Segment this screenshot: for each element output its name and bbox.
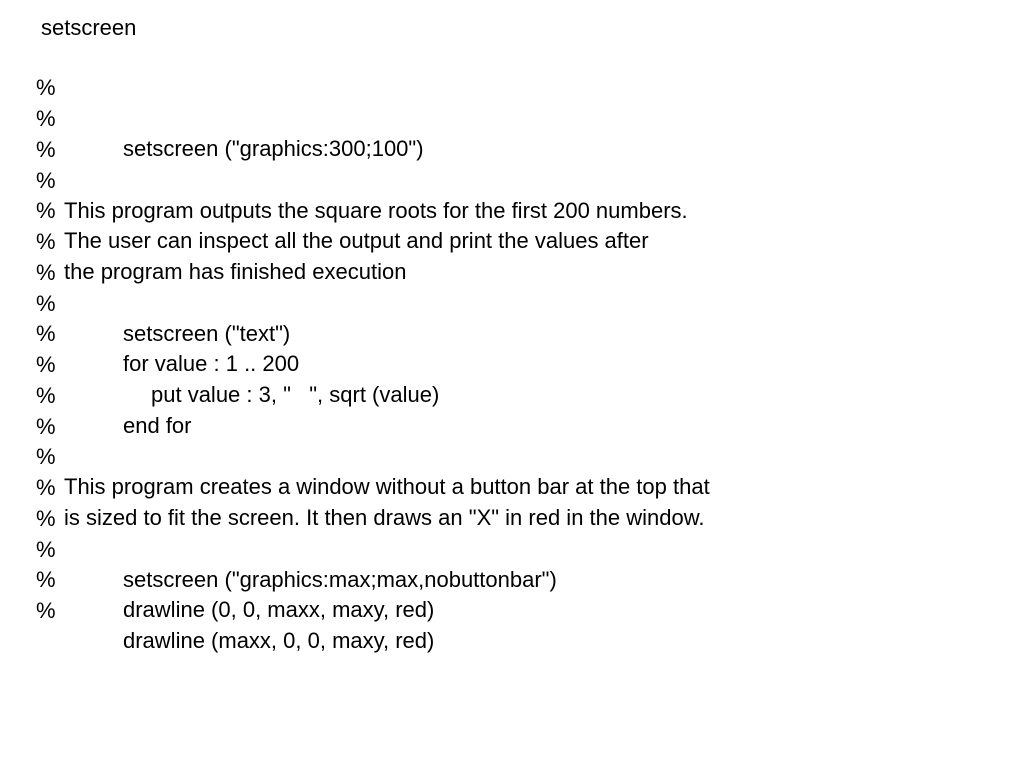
comment-line [0, 474, 56, 531]
code-text: for value : 1 .. 200 [123, 351, 300, 376]
code-text: setscreen ("graphics:300;100") [123, 136, 424, 161]
comment-marker: % [36, 106, 56, 131]
comment-line [0, 105, 56, 162]
comment-line [0, 351, 192, 438]
code-text: setscreen ("graphics:max;max,nobuttonbar") [123, 567, 557, 592]
comment-marker: % [36, 291, 56, 316]
comment-text: The user can inspect all the output and print the values after [64, 228, 649, 253]
comment-marker: % [36, 229, 56, 254]
comment-marker: % [36, 444, 56, 469]
comment-text: This program creates a window without a button bar at the top that [64, 474, 710, 499]
comment-marker: % [36, 567, 56, 592]
comment-marker: % [36, 198, 56, 223]
comment-line [0, 43, 56, 100]
code-text: setscreen ("text") [123, 321, 291, 346]
comment-text: is sized to fit the screen. It then draws an "X" in red in the window. [64, 505, 705, 530]
comment-marker: % [36, 321, 56, 346]
comment-marker: % [36, 75, 56, 100]
comment-line [0, 228, 56, 285]
comment-marker: % [36, 260, 56, 285]
document-title: setscreen [41, 15, 137, 40]
comment-marker: % [36, 414, 56, 439]
comment-line [0, 382, 56, 439]
comment-marker: % [36, 537, 56, 562]
comment-marker: % [36, 598, 56, 623]
comment-text: This program outputs the square roots for the first 200 numbers. [64, 198, 688, 223]
comment-marker: % [36, 137, 56, 162]
comment-text: the program has finished execution [64, 259, 407, 284]
comment-marker: % [36, 383, 56, 408]
code-text-indented: put value : 3, " ", sqrt (value) [151, 382, 440, 407]
comment-marker: % [36, 475, 56, 500]
comment-marker: % [36, 168, 56, 193]
comment-marker: % [36, 506, 56, 531]
comment-line [0, 74, 424, 161]
code-text: end for [123, 413, 192, 438]
code-text: drawline (maxx, 0, 0, maxy, red) [123, 628, 435, 653]
code-text: drawline (0, 0, maxx, maxy, red) [123, 597, 435, 622]
comment-marker: % [36, 352, 56, 377]
